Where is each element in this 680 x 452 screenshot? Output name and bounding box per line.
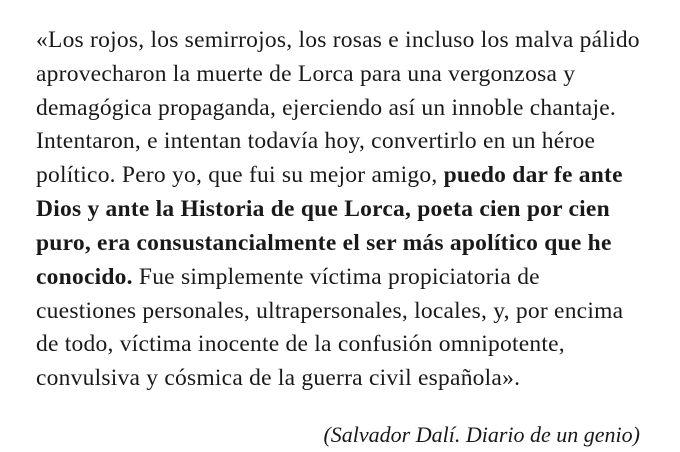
quote-text-emphasis: puedo dar fe ante Dios y ante la Historia de que Lorca, poeta cien por cien puro, era consustancialmente el ser más apolítico que he conocido. — [36, 162, 623, 290]
quote-attribution: (Salvador Dalí. Diario de un genio) — [323, 422, 640, 448]
quote-text — [36, 24, 642, 396]
quote-text-part-two: Fue simplemente víctima propiciatoria de cuestiones personales, ultrapersonales, locales, y, por encima de todo, víctima inocente de la confusión omnipotente, convulsiva y cósmica de la guerra civil española». — [36, 263, 624, 392]
quote-text-part-one: «Los rojos, los semirrojos, los rosas e incluso los malva pálido aprovecharon la muerte de Lorca para una vergonzosa y demagógica propaganda, ejerciendo así un innoble chantaje. Intentaron, e intentan todavía hoy, convertirlo en un héroe político. Pero yo, que fui su mejor amigo, — [36, 27, 640, 189]
